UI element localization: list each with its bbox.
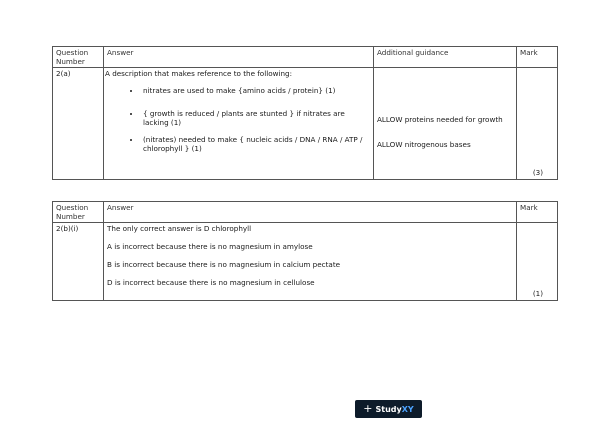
table-header-row — [53, 202, 558, 223]
answer-cell — [104, 223, 517, 301]
studyxy-logo — [355, 400, 422, 418]
mark-cell — [517, 68, 558, 180]
header-question-number: Question Number — [53, 47, 104, 68]
answer-bullet-list — [105, 86, 370, 153]
mark-scheme-table-2a — [52, 46, 558, 180]
table-row — [53, 223, 558, 301]
guidance-line: ALLOW nitrogenous bases — [377, 140, 471, 149]
mark-scheme-table-2bi — [52, 201, 558, 301]
answer-line: The only correct answer is D chlorophyll — [107, 224, 252, 233]
guidance-line: ALLOW proteins needed for growth — [377, 115, 503, 124]
question-number-cell: 2(b)(i) — [53, 223, 104, 301]
answer-bullet: • nitrates are used to make {amino acids / protein} (1) — [141, 86, 370, 95]
answer-bullet: • (nitrates) needed to make { nucleic acids / DNA / RNA / ATP / chlorophyll } (1) — [141, 135, 370, 153]
guidance-cell — [374, 68, 517, 180]
plus-icon: + — [363, 402, 373, 415]
answer-line: B is incorrect because there is no magnesium in calcium pectate — [107, 260, 341, 269]
table-row — [53, 68, 558, 180]
header-answer: Answer — [104, 47, 374, 68]
header-answer: Answer — [104, 202, 517, 223]
header-additional-guidance: Additional guidance — [374, 47, 517, 68]
mark-value: (3) — [532, 168, 543, 177]
mark-value: (1) — [532, 289, 543, 298]
answer-intro: A description that makes reference to the following: — [105, 69, 293, 78]
header-mark: Mark — [517, 202, 558, 223]
logo-text: StudyXY — [375, 404, 414, 414]
answer-bullet: • { growth is reduced / plants are stunted } if nitrates are lacking (1) — [141, 109, 370, 127]
table-header-row — [53, 47, 558, 68]
question-number-cell: 2(a) — [53, 68, 104, 180]
answer-line: A is incorrect because there is no magnesium in amylose — [107, 242, 313, 251]
header-question-number: Question Number — [53, 202, 104, 223]
answer-cell — [104, 68, 374, 180]
mark-cell — [517, 223, 558, 301]
answer-line: D is incorrect because there is no magnesium in cellulose — [107, 278, 315, 287]
header-mark: Mark — [517, 47, 558, 68]
